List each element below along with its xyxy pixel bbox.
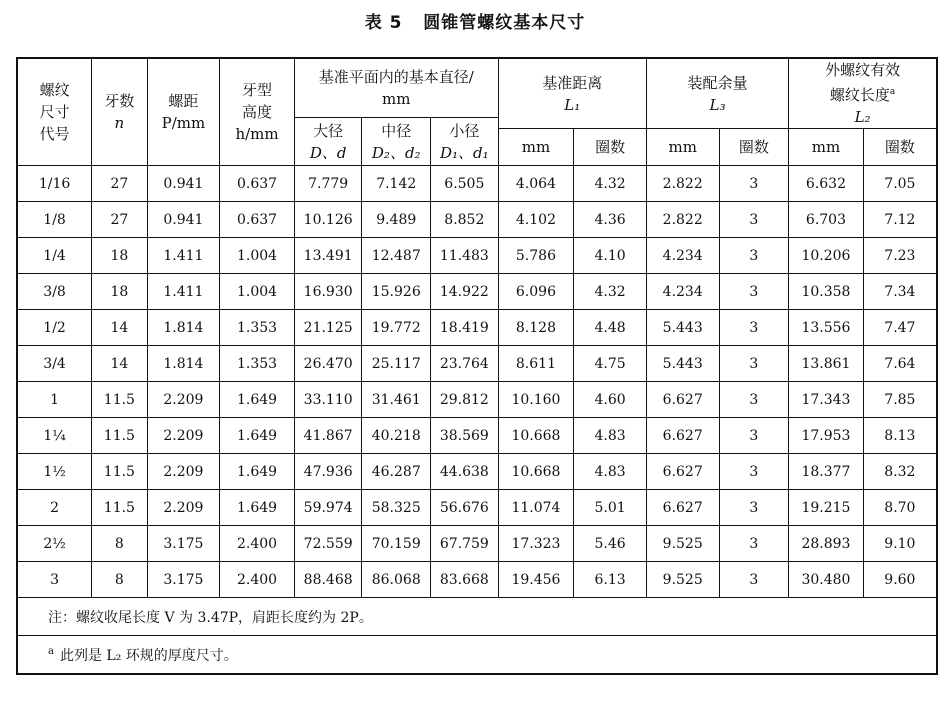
header-pitch-dia-label: 中径: [381, 121, 412, 140]
cell-pitch-diameter: 15.926: [362, 274, 431, 310]
cell-ext-length-mm: 10.358: [789, 274, 864, 310]
cell-thread-size: 2½: [17, 526, 92, 562]
cell-teeth: 8: [92, 526, 147, 562]
cell-ext-length-mm: 17.343: [789, 382, 864, 418]
cell-allowance-mm: 4.234: [646, 238, 719, 274]
cell-base-distance-turns: 4.36: [574, 202, 647, 238]
cell-minor-diameter: 29.812: [431, 382, 499, 418]
cell-base-distance-mm: 8.611: [498, 346, 574, 382]
header-pitch-diameter: [362, 118, 431, 166]
cell-base-distance-turns: 4.83: [574, 454, 647, 490]
cell-teeth: 11.5: [92, 454, 147, 490]
cell-pitch-diameter: 40.218: [362, 418, 431, 454]
table-row: [17, 310, 937, 346]
header-assembly-allowance: [646, 58, 788, 129]
cell-base-distance-turns: 4.32: [574, 166, 647, 202]
header-ext-length-symbol: L₂: [854, 108, 871, 126]
cell-teeth: 27: [92, 202, 147, 238]
cell-thread-size: 1½: [17, 454, 92, 490]
cell-base-distance-mm: 8.128: [498, 310, 574, 346]
cell-ext-length-turns: 7.64: [863, 346, 937, 382]
cell-ext-length-turns: 7.85: [863, 382, 937, 418]
cell-pitch-diameter: 31.461: [362, 382, 431, 418]
cell-allowance-mm: 6.627: [646, 454, 719, 490]
cell-minor-diameter: 8.852: [431, 202, 499, 238]
cell-profile-height: 1.004: [220, 274, 295, 310]
cell-ext-length-mm: 18.377: [789, 454, 864, 490]
cell-pitch-diameter: 7.142: [362, 166, 431, 202]
cell-minor-diameter: 56.676: [431, 490, 499, 526]
table-row: [17, 166, 937, 202]
cell-base-distance-turns: 4.83: [574, 418, 647, 454]
cell-ext-length-turns: 7.23: [863, 238, 937, 274]
cell-pitch: 1.411: [147, 274, 220, 310]
cell-allowance-turns: 3: [719, 346, 789, 382]
cell-ext-length-mm: 6.703: [789, 202, 864, 238]
cell-base-distance-mm: 4.064: [498, 166, 574, 202]
page-title: 表 5 圆锥管螺纹基本尺寸: [364, 13, 586, 33]
cell-minor-diameter: 6.505: [431, 166, 499, 202]
cell-pitch: 2.209: [147, 490, 220, 526]
cell-base-distance-mm: 10.668: [498, 454, 574, 490]
thread-dimensions-table: [16, 57, 938, 675]
header-ext-thread-length: [789, 58, 937, 129]
header-profile-height-line1: 牙型: [242, 81, 273, 99]
cell-allowance-turns: 3: [719, 238, 789, 274]
cell-major-diameter: 72.559: [294, 526, 362, 562]
cell-teeth: 18: [92, 274, 147, 310]
cell-profile-height: 2.400: [220, 526, 295, 562]
header-teeth-label: 牙数: [104, 92, 135, 110]
header-pitch-label: 螺距: [168, 92, 199, 110]
cell-allowance-turns: 3: [719, 454, 789, 490]
cell-teeth: 18: [92, 238, 147, 274]
cell-minor-diameter: 38.569: [431, 418, 499, 454]
cell-minor-diameter: 23.764: [431, 346, 499, 382]
header-pitch-symbol: P/mm: [161, 114, 206, 132]
cell-allowance-mm: 2.822: [646, 166, 719, 202]
cell-thread-size: 3/4: [17, 346, 92, 382]
cell-major-diameter: 13.491: [294, 238, 362, 274]
header-allowance-turns: 圈数: [719, 129, 789, 166]
cell-allowance-mm: 2.822: [646, 202, 719, 238]
cell-allowance-turns: 3: [719, 490, 789, 526]
cell-pitch-diameter: 86.068: [362, 562, 431, 598]
cell-teeth: 11.5: [92, 382, 147, 418]
cell-base-distance-turns: 4.75: [574, 346, 647, 382]
cell-pitch-diameter: 12.487: [362, 238, 431, 274]
cell-pitch: 0.941: [147, 166, 220, 202]
cell-thread-size: 1/4: [17, 238, 92, 274]
cell-major-diameter: 59.974: [294, 490, 362, 526]
cell-ext-length-turns: 9.60: [863, 562, 937, 598]
cell-allowance-mm: 9.525: [646, 526, 719, 562]
cell-allowance-turns: 3: [719, 526, 789, 562]
cell-base-distance-turns: 6.13: [574, 562, 647, 598]
header-profile-height-line2: 高度: [242, 103, 273, 121]
cell-thread-size: 1/16: [17, 166, 92, 202]
header-ext-length-line1: 外螺纹有效: [825, 61, 901, 79]
cell-thread-size: 1/8: [17, 202, 92, 238]
header-profile-height: [220, 58, 295, 166]
cell-pitch: 0.941: [147, 202, 220, 238]
cell-base-distance-turns: 4.32: [574, 274, 647, 310]
cell-profile-height: 1.004: [220, 238, 295, 274]
cell-pitch-diameter: 19.772: [362, 310, 431, 346]
cell-profile-height: 1.649: [220, 418, 295, 454]
cell-minor-diameter: 14.922: [431, 274, 499, 310]
footnote-mark: a: [48, 645, 54, 657]
cell-profile-height: 0.637: [220, 202, 295, 238]
table-row: [17, 274, 937, 310]
cell-ext-length-turns: 7.47: [863, 310, 937, 346]
table-note: 注：螺纹收尾长度 V 为 3.47P，肩距长度约为 2P。: [17, 598, 937, 636]
cell-base-distance-mm: 19.456: [498, 562, 574, 598]
cell-thread-size: 1/2: [17, 310, 92, 346]
cell-profile-height: 2.400: [220, 562, 295, 598]
cell-allowance-mm: 6.627: [646, 418, 719, 454]
cell-minor-diameter: 18.419: [431, 310, 499, 346]
cell-profile-height: 1.353: [220, 346, 295, 382]
header-ext-length-line2: 螺纹长度: [829, 86, 890, 104]
cell-teeth: 14: [92, 346, 147, 382]
header-major-diameter: [294, 118, 362, 166]
cell-major-diameter: 10.126: [294, 202, 362, 238]
cell-base-distance-mm: 10.668: [498, 418, 574, 454]
cell-ext-length-turns: 9.10: [863, 526, 937, 562]
cell-allowance-turns: 3: [719, 382, 789, 418]
table-row: [17, 526, 937, 562]
cell-base-distance-turns: 5.01: [574, 490, 647, 526]
header-allowance-mm: mm: [646, 129, 719, 166]
cell-teeth: 11.5: [92, 418, 147, 454]
cell-ext-length-turns: 8.13: [863, 418, 937, 454]
cell-allowance-turns: 3: [719, 562, 789, 598]
table-row: [17, 238, 937, 274]
footnote-text: 此列是 L₂ 环规的厚度尺寸。: [59, 647, 238, 664]
header-thread-size-line3: 代号: [39, 125, 70, 143]
cell-thread-size: 1¼: [17, 418, 92, 454]
header-teeth-symbol: n: [114, 114, 125, 132]
cell-allowance-mm: 6.627: [646, 382, 719, 418]
cell-pitch: 2.209: [147, 418, 220, 454]
header-thread-size-line1: 螺纹: [39, 81, 70, 99]
cell-profile-height: 1.649: [220, 454, 295, 490]
cell-ext-length-turns: 7.12: [863, 202, 937, 238]
cell-pitch: 1.814: [147, 346, 220, 382]
table-row: [17, 202, 937, 238]
cell-pitch-diameter: 70.159: [362, 526, 431, 562]
header-base-distance: [498, 58, 646, 129]
cell-profile-height: 1.649: [220, 382, 295, 418]
cell-base-distance-turns: 4.60: [574, 382, 647, 418]
cell-minor-diameter: 11.483: [431, 238, 499, 274]
cell-allowance-mm: 5.443: [646, 310, 719, 346]
header-assembly-allowance-label: 装配余量: [687, 73, 748, 92]
table-row: [17, 382, 937, 418]
cell-major-diameter: 47.936: [294, 454, 362, 490]
header-base-distance-turns: 圈数: [574, 129, 647, 166]
header-minor-label: 小径: [449, 121, 480, 140]
cell-pitch: 3.175: [147, 526, 220, 562]
cell-ext-length-turns: 8.70: [863, 490, 937, 526]
header-teeth: [92, 58, 147, 166]
cell-pitch: 3.175: [147, 562, 220, 598]
cell-base-distance-turns: 4.10: [574, 238, 647, 274]
cell-thread-size: 3/8: [17, 274, 92, 310]
header-pitch-dia-symbol: D₂、d₂: [371, 143, 421, 162]
cell-pitch: 2.209: [147, 454, 220, 490]
cell-major-diameter: 33.110: [294, 382, 362, 418]
cell-allowance-turns: 3: [719, 166, 789, 202]
cell-ext-length-turns: 7.34: [863, 274, 937, 310]
header-base-diameter-line1: 基准平面内的基本直径/: [318, 68, 474, 86]
cell-thread-size: 1: [17, 382, 92, 418]
cell-teeth: 11.5: [92, 490, 147, 526]
cell-ext-length-mm: 30.480: [789, 562, 864, 598]
cell-minor-diameter: 67.759: [431, 526, 499, 562]
cell-ext-length-mm: 19.215: [789, 490, 864, 526]
header-base-distance-mm: mm: [498, 129, 574, 166]
header-ext-length-line2-wrap: [789, 81, 936, 106]
cell-teeth: 8: [92, 562, 147, 598]
cell-pitch: 2.209: [147, 382, 220, 418]
header-major-symbol: D、d: [309, 143, 347, 162]
cell-major-diameter: 7.779: [294, 166, 362, 202]
header-minor-diameter: [431, 118, 499, 166]
header-base-distance-symbol: L₁: [564, 95, 581, 114]
cell-profile-height: 1.353: [220, 310, 295, 346]
cell-major-diameter: 88.468: [294, 562, 362, 598]
header-ext-length-mark: a: [889, 87, 896, 97]
cell-profile-height: 1.649: [220, 490, 295, 526]
cell-ext-length-turns: 7.05: [863, 166, 937, 202]
cell-allowance-turns: 3: [719, 202, 789, 238]
header-base-distance-label: 基准距离: [542, 73, 603, 92]
header-assembly-allowance-symbol: L₃: [709, 95, 726, 114]
header-minor-symbol: D₁、d₁: [440, 143, 489, 162]
cell-ext-length-mm: 13.556: [789, 310, 864, 346]
cell-thread-size: 2: [17, 490, 92, 526]
cell-major-diameter: 16.930: [294, 274, 362, 310]
header-ext-length-turns: 圈数: [863, 129, 937, 166]
header-pitch: [147, 58, 220, 166]
cell-allowance-turns: 3: [719, 418, 789, 454]
header-thread-size: [17, 58, 92, 166]
cell-allowance-turns: 3: [719, 274, 789, 310]
cell-pitch-diameter: 46.287: [362, 454, 431, 490]
cell-base-distance-mm: 6.096: [498, 274, 574, 310]
cell-pitch: 1.814: [147, 310, 220, 346]
table-row: [17, 490, 937, 526]
header-base-diameter-line2: mm: [382, 90, 411, 108]
cell-base-distance-mm: 10.160: [498, 382, 574, 418]
header-profile-height-symbol: h/mm: [235, 125, 279, 143]
cell-pitch-diameter: 25.117: [362, 346, 431, 382]
cell-pitch-diameter: 9.489: [362, 202, 431, 238]
cell-base-distance-turns: 4.48: [574, 310, 647, 346]
cell-base-distance-mm: 5.786: [498, 238, 574, 274]
cell-ext-length-mm: 13.861: [789, 346, 864, 382]
cell-minor-diameter: 44.638: [431, 454, 499, 490]
cell-teeth: 14: [92, 310, 147, 346]
cell-base-distance-mm: 11.074: [498, 490, 574, 526]
header-base-diameter: [294, 58, 498, 118]
cell-base-distance-mm: 4.102: [498, 202, 574, 238]
table-row: [17, 418, 937, 454]
cell-major-diameter: 41.867: [294, 418, 362, 454]
cell-allowance-turns: 3: [719, 310, 789, 346]
cell-major-diameter: 26.470: [294, 346, 362, 382]
header-major-label: 大径: [313, 121, 344, 140]
cell-minor-diameter: 83.668: [431, 562, 499, 598]
header-ext-length-mm: mm: [789, 129, 864, 166]
table-body: [17, 166, 937, 598]
table-row: [17, 346, 937, 382]
cell-profile-height: 0.637: [220, 166, 295, 202]
cell-pitch: 1.411: [147, 238, 220, 274]
header-thread-size-line2: 尺寸: [39, 103, 70, 121]
cell-ext-length-mm: 17.953: [789, 418, 864, 454]
cell-base-distance-turns: 5.46: [574, 526, 647, 562]
cell-base-distance-mm: 17.323: [498, 526, 574, 562]
cell-pitch-diameter: 58.325: [362, 490, 431, 526]
cell-major-diameter: 21.125: [294, 310, 362, 346]
cell-allowance-mm: 6.627: [646, 490, 719, 526]
cell-ext-length-mm: 6.632: [789, 166, 864, 202]
cell-teeth: 27: [92, 166, 147, 202]
table-row: [17, 562, 937, 598]
cell-ext-length-mm: 10.206: [789, 238, 864, 274]
cell-allowance-mm: 5.443: [646, 346, 719, 382]
cell-allowance-mm: 9.525: [646, 562, 719, 598]
table-row: [17, 454, 937, 490]
cell-ext-length-mm: 28.893: [789, 526, 864, 562]
cell-ext-length-turns: 8.32: [863, 454, 937, 490]
table-footnote: [17, 636, 937, 675]
cell-thread-size: 3: [17, 562, 92, 598]
cell-allowance-mm: 4.234: [646, 274, 719, 310]
